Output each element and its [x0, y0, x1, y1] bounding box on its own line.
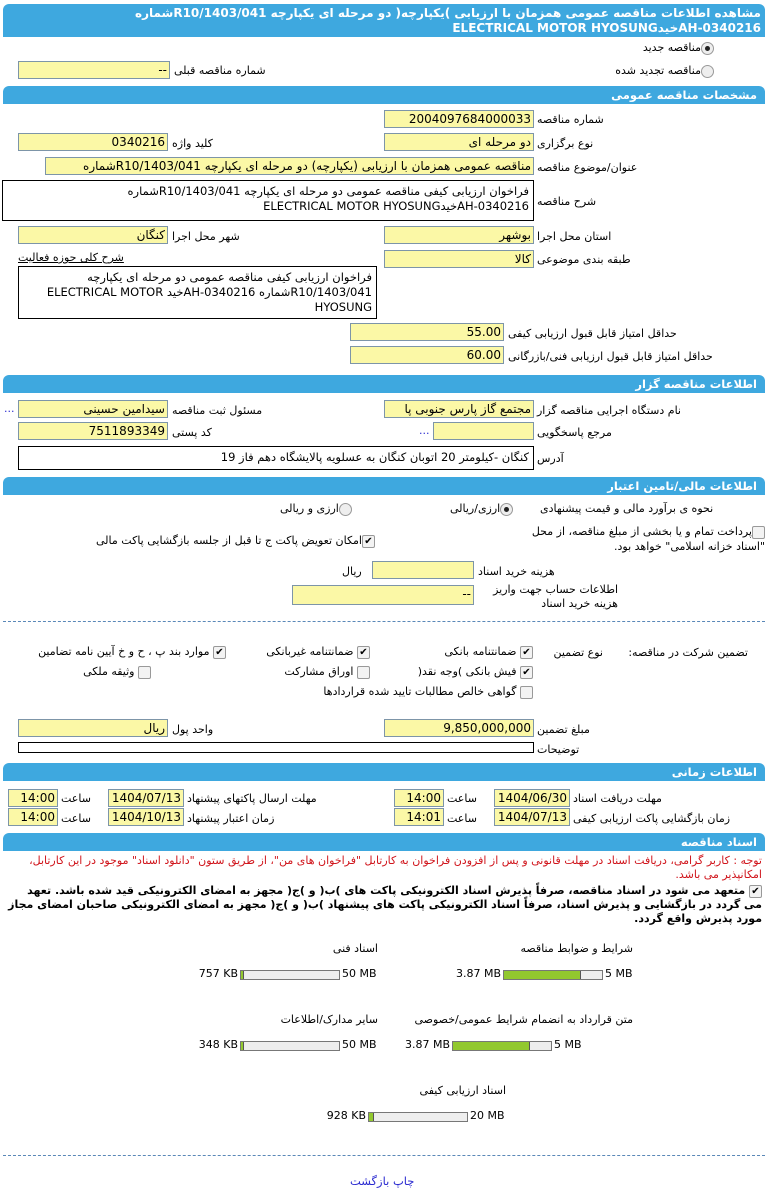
section-documents-header — [3, 833, 765, 851]
option-label: ضمانتنامه بانکی — [444, 645, 517, 658]
radio-renewed-tender[interactable] — [615, 64, 714, 78]
file-size-bar-fill — [504, 971, 581, 979]
opening-label: زمان بازگشایی پاکت ارزیابی کیفی — [573, 812, 731, 825]
address-box[interactable]: کنگان -کیلومتر 20 اتوبان کنگان به عسلویه پالایشگاه دهم فاز 19 — [18, 446, 534, 470]
checkbox[interactable] — [520, 686, 533, 699]
section-title: اطلاعات زمانی — [671, 765, 757, 779]
guarantee-option[interactable] — [38, 645, 226, 659]
address-label: آدرس — [537, 452, 564, 465]
treasury-checkbox[interactable] — [752, 526, 765, 539]
file-label: اسناد فنی — [332, 942, 378, 955]
option-label: ضمانتنامه غیربانکی — [266, 645, 354, 658]
option-label: وثیقه ملکی — [83, 665, 135, 678]
divider — [3, 1155, 765, 1156]
keyword-label: کلید واژه — [172, 137, 213, 150]
file-size: 3.87 MB — [404, 1038, 450, 1051]
opening-time[interactable]: 14:01 — [394, 808, 444, 826]
file-size: 928 KB — [326, 1109, 366, 1122]
file-size-bar-fill — [453, 1042, 530, 1050]
description-box[interactable] — [2, 180, 534, 221]
file-max-size: 50 MB — [342, 967, 377, 980]
category-field[interactable]: کالا — [384, 250, 534, 268]
file-size-bar — [240, 970, 340, 980]
radio-opt1[interactable] — [500, 503, 513, 516]
section-title: مشخصات مناقصه عمومی — [611, 88, 757, 102]
holding-type-label: نوع برگزاری — [537, 137, 594, 150]
file-label: اسناد ارزیابی کیفی — [419, 1084, 506, 1097]
min-tech-field[interactable]: 60.00 — [350, 346, 504, 364]
currency-field[interactable]: ریال — [18, 719, 168, 737]
doc-deadline-time[interactable]: 14:00 — [394, 789, 444, 807]
org-field[interactable]: مجتمع گاز پارس جنوبی پا — [384, 400, 534, 418]
category-label: طبقه بندی موضوعی — [537, 253, 631, 266]
file-size-bar — [452, 1041, 552, 1051]
notes-label: توضیحات — [537, 743, 580, 756]
prev-number-label: شماره مناقصه قبلی — [174, 64, 266, 77]
section-financial-header — [3, 477, 765, 495]
section-title: اطلاعات مناقصه گزار — [635, 377, 757, 391]
province-field[interactable]: بوشهر — [384, 226, 534, 244]
page-title-line1: مشاهده اطلاعات مناقصه عمومی همزمان با ارزیابی )یکپارچه( دو مرحله ای یکپارچه R10/1403/041شماره — [134, 6, 761, 20]
treasury-checkbox-row[interactable] — [503, 524, 765, 554]
file-size-bar-fill — [241, 971, 244, 979]
doc-cost-label: هزینه خرید اسناد — [478, 565, 555, 578]
min-tech-label: حداقل امتیاز قابل قبول ارزیابی فنی/بازرگانی — [508, 350, 713, 363]
section-title: اسناد مناقصه — [680, 835, 757, 849]
commitment-row[interactable] — [6, 884, 762, 926]
guarantee-option[interactable] — [444, 645, 533, 659]
radio-new[interactable] — [701, 42, 714, 55]
doc-cost-field[interactable] — [372, 561, 474, 579]
section-organizer-header — [3, 375, 765, 393]
guarantee-option[interactable] — [323, 685, 533, 699]
section-general-header — [3, 86, 765, 104]
radio-opt1-label: ارزی/ریالی — [450, 502, 501, 515]
radio-new-label: مناقصه جدید — [642, 41, 701, 54]
file-max-size: 50 MB — [342, 1038, 377, 1051]
guarantee-option[interactable] — [266, 645, 370, 659]
file-size: 348 KB — [198, 1038, 238, 1051]
checkbox[interactable]: ✔ — [213, 646, 226, 659]
holding-type-field[interactable]: دو مرحله ای — [384, 133, 534, 151]
guarantee-option[interactable] — [284, 665, 370, 679]
file-label: متن قرارداد به انضمام شرایط عمومی/خصوصی — [414, 1013, 633, 1026]
radio-new-tender[interactable] — [643, 41, 714, 55]
doc-cost-unit: ریال — [342, 565, 362, 578]
activity-box[interactable]: فراخوان ارزیابی کیفی مناقصه عمومی دو مرحله ای یکپارچه R10/1403/041شماره AH-0340216خيد ELECTRICAL MOTOR HYOSUNG — [18, 266, 377, 319]
page-title-bar — [3, 4, 765, 37]
treasury-label: پرداخت تمام و یا بخشی از مبلغ مناقصه، از محل "اسناد خزانه اسلامی" خواهد بود. — [531, 525, 765, 553]
radio-currency-and-rial[interactable] — [280, 502, 352, 516]
activity-label: شرح کلی حوزه فعالیت — [18, 251, 124, 264]
checkbox[interactable] — [357, 666, 370, 679]
radio-renewed-label: مناقصه تجدید شده — [615, 64, 701, 77]
time-label: ساعت — [61, 812, 91, 825]
radio-currency-rial[interactable] — [450, 502, 513, 516]
registrar-label: مسئول ثبت مناقصه — [172, 404, 263, 417]
subject-field[interactable]: مناقصه عمومی همزمان با ارزیابی (یکپارچه) دو مرحله ای یکپارچه R10/1403/041شماره — [45, 157, 534, 175]
file-size-bar — [503, 970, 603, 980]
radio-opt2[interactable] — [339, 503, 352, 516]
description-label: شرح مناقصه — [537, 195, 597, 208]
checkbox[interactable]: ✔ — [520, 646, 533, 659]
city-field[interactable]: کنگان — [18, 226, 168, 244]
option-label: فیش بانکی )وجه نقد( — [417, 665, 517, 678]
submit-deadline-label: مهلت ارسال پاکتهای پیشنهاد — [187, 792, 317, 805]
divider — [3, 621, 765, 622]
currency-label: واحد پول — [172, 723, 214, 736]
postal-label: کد پستی — [172, 426, 212, 439]
section-timing-header — [3, 763, 765, 781]
print-link[interactable]: چاپ — [392, 1174, 415, 1188]
file-size: 757 KB — [198, 967, 238, 980]
guarantee-option[interactable] — [418, 665, 533, 679]
section-title: اطلاعات مالی/تامین اعتبار — [607, 479, 757, 493]
file-label: شرایط و ضوابط مناقصه — [520, 942, 633, 955]
guarantee-option[interactable] — [83, 665, 151, 679]
doc-deadline-date[interactable]: 1404/06/30 — [494, 789, 570, 807]
file-size-bar-fill — [369, 1113, 374, 1121]
radio-opt2-label: ارزی و ریالی — [280, 502, 339, 515]
footer-links — [350, 1174, 414, 1188]
validity-time[interactable]: 14:00 — [8, 808, 58, 826]
back-link[interactable]: بازگشت — [350, 1174, 390, 1188]
estimate-label: نحوه ی برآورد مالی و قیمت پیشنهادی — [540, 502, 714, 515]
checkbox[interactable]: ✔ — [520, 666, 533, 679]
subject-label: عنوان/موضوع مناقصه — [537, 161, 638, 174]
min-quality-field[interactable]: 55.00 — [350, 323, 504, 341]
guarantee-label: تضمین شرکت در مناقصه: — [628, 646, 748, 659]
option-label: اوراق مشارکت — [284, 665, 354, 678]
option-label: گواهی خالص مطالبات تایید شده قراردادها — [323, 685, 517, 698]
submit-deadline-date[interactable]: 1404/07/13 — [108, 789, 184, 807]
keyword-field[interactable]: 0340216 — [18, 133, 168, 151]
swap-label: امکان تعویض پاکت ج تا قبل از جلسه بازگشایی پاکت مالی — [96, 534, 362, 547]
swap-checkbox-row[interactable] — [40, 533, 375, 548]
description-line1: فراخوان ارزیابی کیفی مناقصه عمومی دو مرحله ای یکپارچه R10/1403/041شماره — [127, 184, 529, 198]
file-max-size: 20 MB — [470, 1109, 505, 1122]
time-label: ساعت — [447, 812, 477, 825]
doc-deadline-label: مهلت دریافت اسناد — [573, 792, 662, 805]
checkbox[interactable]: ✔ — [357, 646, 370, 659]
org-label: نام دستگاه اجرایی مناقصه گزار — [537, 404, 681, 417]
file-size-bar — [368, 1112, 468, 1122]
amount-field[interactable]: 9,850,000,000 — [384, 719, 534, 737]
file-size-bar-fill — [241, 1042, 244, 1050]
documents-notice: توجه : کاربر گرامی، دریافت اسناد در مهلت قانونی و پس از افزودن فراخوان به کارتابل "فراخوان های من"، از طریق ستون "دانلود اسناد" موجود در این کارتابل، امکانپذیر می باشد. — [29, 854, 762, 881]
time-label: ساعت — [61, 792, 91, 805]
tender-number-field[interactable]: 2004097684000033 — [384, 110, 534, 128]
postal-field[interactable]: 7511893349 — [18, 422, 168, 440]
commitment-text: متعهد می شود در اسناد مناقصه، صرفاً پذیرش اسناد الکترونیکی پاکت های )ب( و )ج( مجهز به امضای الکترونیکی قید شده باشد. تعهد می گردد در بازگشایی و پذیرش اسناد، صرفاً اسناد الکترونیکی پاکت های پیشنهاد )ب( و )ج( مجهز به امضای الکترونیکی صاحبان امضای مجاز مورد پذیرش واقع گردد. — [8, 884, 762, 925]
amount-label: مبلغ تضمین — [537, 723, 590, 736]
option-label: موارد بند پ ، ح و خ آیین نامه تضامین — [38, 645, 210, 658]
file-max-size: 5 MB — [554, 1038, 582, 1051]
prev-number-field[interactable]: -- — [18, 61, 170, 79]
min-quality-label: حداقل امتیاز قابل قبول ارزیابی کیفی — [508, 327, 677, 340]
radio-renewed[interactable] — [701, 65, 714, 78]
submit-deadline-time[interactable]: 14:00 — [8, 789, 58, 807]
opening-date[interactable]: 1404/07/13 — [494, 808, 570, 826]
city-label: شهر محل اجرا — [172, 230, 240, 243]
reference-field[interactable] — [433, 422, 534, 440]
reference-label: مرجع پاسخگویی — [537, 426, 612, 439]
commitment-checkbox[interactable]: ✔ — [749, 885, 762, 898]
account-label: اطلاعات حساب جهت واریز هزینه خرید اسناد — [493, 583, 618, 610]
tender-number-label: شماره مناقصه — [537, 113, 604, 126]
guarantee-type-label: نوع تضمین — [553, 646, 603, 659]
registrar-field[interactable]: سیدامین حسینی — [18, 400, 168, 418]
file-size-bar — [240, 1041, 340, 1051]
reference-more-link[interactable]: ... — [419, 424, 430, 437]
description-line2: AH-0340216خيدELECTRICAL MOTOR HYOSUNG — [263, 199, 529, 213]
time-label: ساعت — [447, 792, 477, 805]
province-label: استان محل اجرا — [537, 230, 612, 243]
page-title-line2: AH-0340216خيدELECTRICAL MOTOR HYOSUNG — [452, 21, 761, 35]
file-max-size: 5 MB — [605, 967, 633, 980]
registrar-more-link[interactable]: ... — [4, 402, 15, 415]
notes-field[interactable] — [18, 742, 534, 753]
account-field[interactable]: -- — [292, 585, 474, 605]
file-label: سایر مدارک/اطلاعات — [280, 1013, 378, 1026]
file-size: 3.87 MB — [455, 967, 501, 980]
swap-checkbox[interactable]: ✔ — [362, 535, 375, 548]
validity-label: زمان اعتبار پیشنهاد — [187, 812, 275, 825]
checkbox[interactable] — [138, 666, 151, 679]
validity-date[interactable]: 1404/10/13 — [108, 808, 184, 826]
